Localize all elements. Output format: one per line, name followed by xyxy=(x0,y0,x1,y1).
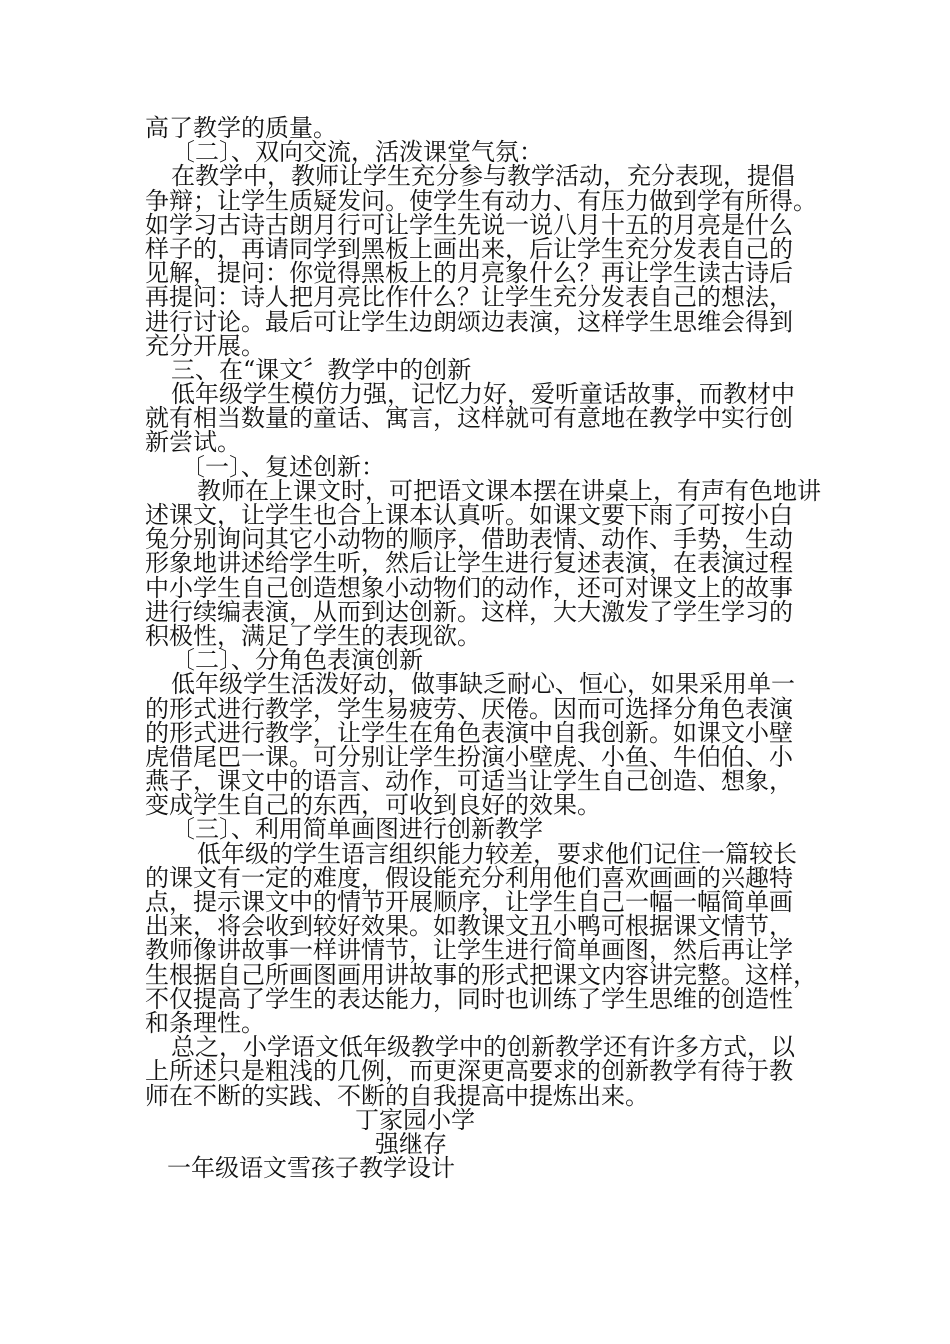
paragraph-line: 总之，小学语文低年级教学中的创新教学还有许多方式，以 xyxy=(171,1033,795,1062)
paragraph-line: 在教学中，教师让学生充分参与教学活动，充分表现，提倡 xyxy=(171,162,795,191)
paragraph-line: 教师在上课文时，可把语文课本摆在讲桌上，有声有色地讲 xyxy=(197,476,821,505)
paragraph-line: 高了教学的质量。 xyxy=(145,114,337,142)
paragraph-line: 的形式进行教学，让学生在角色表演中自我创新。如课文小壁 xyxy=(145,718,793,747)
paragraph-line: 积极性，满足了学生的表现欲。 xyxy=(145,621,481,650)
paragraph-line: 变成学生自己的东西，可收到良好的效果。 xyxy=(145,791,601,820)
paragraph-line: 点，提示课文中的情节开展顺序，让学生自己一幅一幅简单画 xyxy=(145,888,793,916)
paragraph-line: 低年级的学生语言组织能力较差，要求他们记住一篇较长 xyxy=(197,839,797,868)
paragraph-line: 不仅提高了学生的表达能力，同时也训练了学生思维的创造性 xyxy=(145,984,793,1013)
paragraph-line: 燕子，课文中的语言、动作，可适当让学生自己创造、想象， xyxy=(145,767,793,796)
paragraph-line: 就有相当数量的童话、寓言，这样就可有意地在教学中实行创 xyxy=(145,404,793,433)
paragraph-line: 教师像讲故事一样讲情节，让学生进行简单画图，然后再让学 xyxy=(145,936,793,965)
section-heading: 〔三〕、利用简单画图进行创新教学 xyxy=(171,815,543,844)
section-heading: 三、在“课文〞教学中的创新 xyxy=(171,355,472,384)
paragraph-line: 兔分别询问其它小动物的顺序，借助表情、动作、手势，生动 xyxy=(145,525,793,554)
signature-school: 丁家园小学 xyxy=(355,1105,475,1134)
paragraph-line: 低年级学生活泼好动，做事缺乏耐心、恒心，如果采用单一 xyxy=(171,670,795,699)
document-page xyxy=(145,114,821,1183)
paragraph-line: 形象地讲述给学生听，然后让学生进行复述表演，在表演过程 xyxy=(145,549,793,578)
paragraph-line: 的课文有一定的难度，假设能充分利用他们喜欢画画的兴趣特 xyxy=(145,863,793,892)
paragraph-line: 上所述只是粗浅的几例，而更深更高要求的创新教学有待于教 xyxy=(145,1057,793,1086)
section-heading: 〔一〕、复述创新： xyxy=(181,452,385,481)
paragraph-line: 如学习古诗古朗月行可让学生先说一说八月十五的月亮是什么 xyxy=(145,210,793,239)
paragraph-line: 述课文，让学生也合上课本认真听。如课文要下雨了可按小白 xyxy=(145,501,793,529)
section-heading: 〔二〕、分角色表演创新 xyxy=(171,646,423,675)
paragraph-line: 生根据自己所画图画用讲故事的形式把课文内容讲完整。这样， xyxy=(145,960,817,989)
paragraph-line: 见解，提问：你觉得黑板上的月亮象什么？再让学生读古诗后 xyxy=(145,259,793,288)
paragraph-line: 的形式进行教学，学生易疲劳、厌倦。因而可选择分角色表演 xyxy=(145,694,793,723)
section-heading: 〔二〕、双向交流，活泼课堂气氛： xyxy=(171,138,543,167)
paragraph-line: 虎借尾巴一课。可分别让学生扮演小壁虎、小鱼、牛伯伯、小 xyxy=(145,742,793,771)
paragraph-line: 再提问：诗人把月亮比作什么？让学生充分发表自己的想法， xyxy=(145,283,793,312)
signature-author: 强继存 xyxy=(375,1129,447,1158)
paragraph-line: 新尝试。 xyxy=(145,428,241,457)
paragraph-line: 和条理性。 xyxy=(145,1008,265,1037)
paragraph-line: 充分开展。 xyxy=(145,331,265,360)
paragraph-line: 争辩；让学生质疑发问。使学生有动力、有压力做到学有所得。 xyxy=(145,186,817,215)
paragraph-line: 样子的，再请同学到黑板上画出来，后让学生充分发表自己的 xyxy=(145,234,793,263)
paragraph-line: 进行讨论。最后可让学生边朗颂边表演，这样学生思维会得到 xyxy=(145,307,793,336)
paragraph-line: 低年级学生模仿力强，记忆力好，爱听童话故事，而教材中 xyxy=(171,380,795,409)
paragraph-line: 中小学生自己创造想象小动物们的动作，还可对课文上的故事 xyxy=(145,573,793,602)
next-section-title: 一年级语文雪孩子教学设计 xyxy=(167,1154,455,1183)
paragraph-line: 出来，将会收到较好效果。如教课文丑小鸭可根据课文情节， xyxy=(145,912,793,941)
paragraph-line: 师在不断的实践、不断的自我提高中提炼出来。 xyxy=(145,1081,649,1110)
paragraph-line: 进行续编表演，从而到达创新。这样，大大激发了学生学习的 xyxy=(145,597,793,626)
